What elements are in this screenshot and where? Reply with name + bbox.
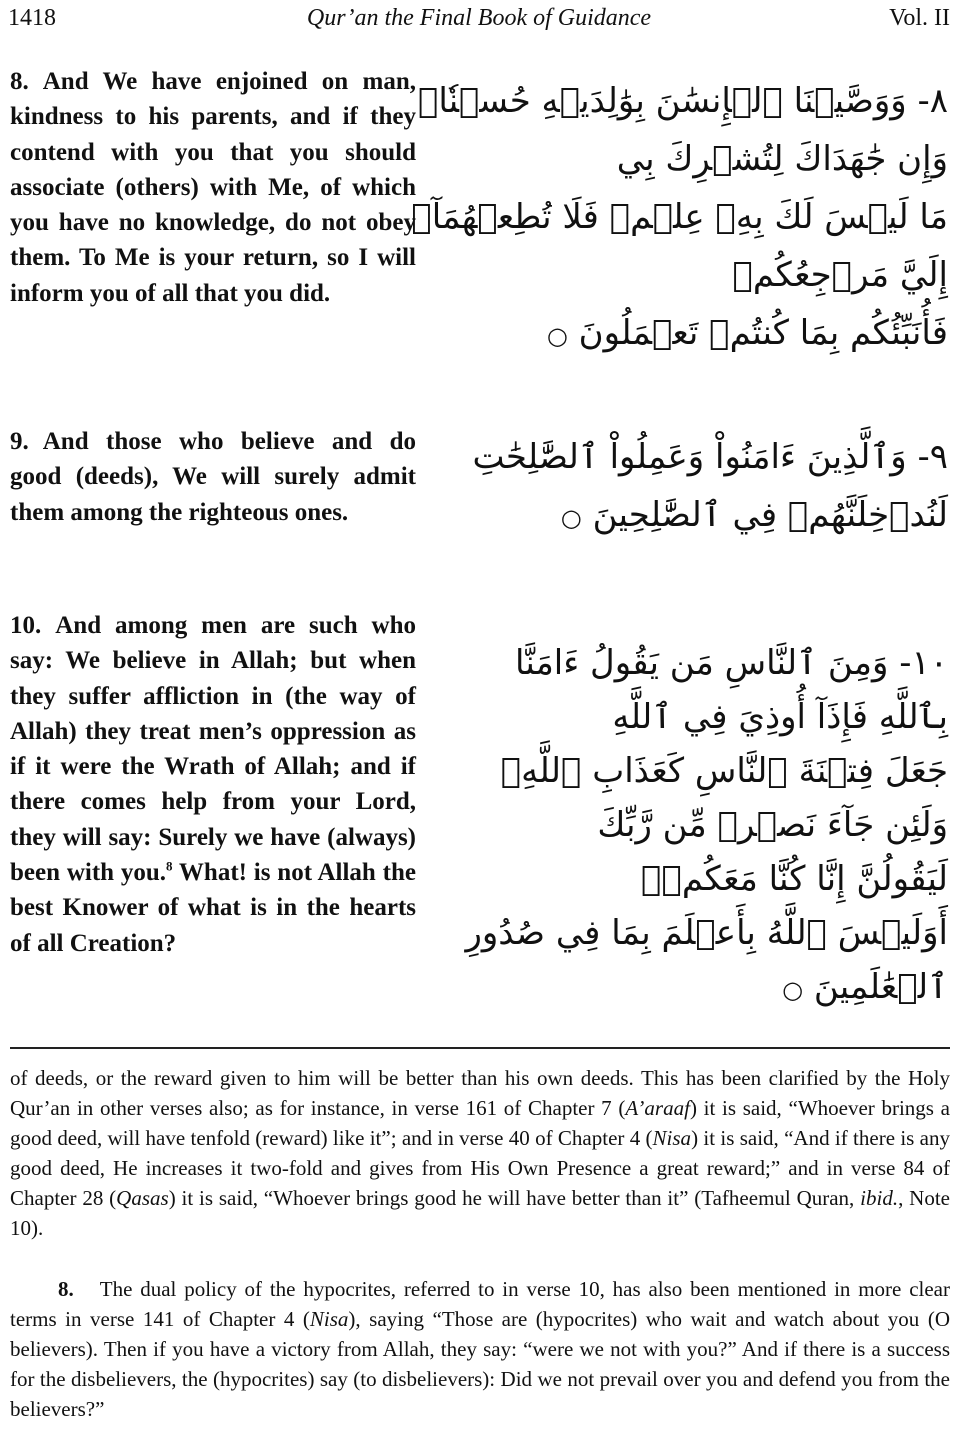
verse-9-arabic-line-text: لَنُدۡخِلَنَّهُمۡ فِي ٱلصَّٰلِحِينَ (592, 495, 948, 535)
footnote-text: , Note 10). (10, 1186, 950, 1241)
verse-10-arabic-line (528, 960, 948, 1017)
verse-8-arabic-line: مَا لَيۡسَ لَكَ بِهِۦ عِلۡمٞ فَلَا تُطِعۡهُمَآۚ (411, 197, 948, 237)
verse-10-text: And among men are such who say: We believe in Allah; but when they suffer affliction in (the way of Allah) they treat men’s oppression as if it were the Wrath of Allah; and if there comes help from your Lord, they will say: Surely we have (always) been with you. (10, 612, 416, 887)
verse-10-arabic-line: وَلَئِن جَآءَ نَصۡرٞ مِّن رَّبِّكَ (597, 805, 948, 845)
footnote-8-number: 8. (58, 1277, 74, 1301)
verse-end-mark: ○ (560, 504, 582, 532)
verse-8-arabic-line-text: فَأُنَبِّئُكُم بِمَا كُنتُمۡ تَعۡمَلُونَ (578, 313, 948, 353)
verse-8-number: 8. (10, 68, 29, 95)
page-number: 1418 (8, 5, 56, 31)
verse-10-translation (10, 608, 416, 961)
verse-8-text: And We have enjoined on man, kindness to his parents, and if they contend with you that you should associate (others) with Me, of which you have no knowledge, do not obey them. To Me is your return, so I will inform you of all that you did. (10, 68, 416, 307)
footnote-divider (10, 1047, 950, 1049)
verse-10-arabic-line-text: ٱلۡعَٰلَمِينَ (813, 967, 948, 1007)
verse-9-text: And those who believe and do good (deeds), We will surely admit them among the righteous ones. (10, 428, 416, 526)
page-header (8, 2, 950, 38)
verse-10-number: 10. (10, 612, 42, 639)
footnote-8 (10, 1274, 950, 1424)
verse-end-mark: ○ (546, 322, 568, 350)
footnote-text: ), saying “Those are (hypocrites) who wait and watch about you (O believers). Then if you have a victory from Allah, they say: “were we not with you?” And if there is a success for the disbelievers, the (hypocrites) say (to disbelievers): Did we not prevail over you and defend you from the believers?” (10, 1307, 950, 1422)
verse-10-arabic-line: أَوَلَيۡسَ ٱللَّهُ بِأَعۡلَمَ بِمَا فِي صُدُورِ (465, 913, 948, 953)
verse-10-arabic (465, 636, 948, 1017)
verse-9-arabic-line (528, 486, 948, 547)
footnote-continuation (10, 1063, 950, 1244)
verse-8-arabic-line: إِلَيَّ مَرۡجِعُكُمۡ (732, 255, 948, 295)
book-title: Qur’an the Final Book of Guidance (306, 5, 652, 31)
verse-8-arabic (411, 72, 948, 365)
footnote-text: ) it is said, “Whoever brings good he will have better than it” (Tafheemul Quran, (168, 1186, 861, 1211)
verse-10-arabic-line: جَعَلَ فِتۡنَةَ ٱلنَّاسِ كَعَذَابِ ٱللَّهِۖ (500, 751, 948, 791)
volume-label: Vol. II (889, 5, 950, 31)
verse-8-translation (10, 64, 416, 311)
verse-end-mark: ○ (782, 976, 804, 1004)
verse-9-arabic-line: ٩- وَٱلَّذِينَ ءَامَنُواْ وَعَمِلُواْ ٱلصَّٰلِحَٰتِ (472, 437, 948, 477)
verse-10-arabic-line: بِٱللَّهِ فَإِذَآ أُوذِيَ فِي ٱللَّهِ (612, 697, 948, 737)
verse-10-arabic-line: ١٠- وَمِنَ ٱلنَّاسِ مَن يَقُولُ ءَامَنَّا (514, 643, 948, 683)
chapter-name: A’araaf (625, 1096, 690, 1121)
footnote-text: ) it is said, “Whoever brings a good deed, will have tenfold (reward) like it”; and in verse 40 of Chapter 4 ( (10, 1096, 951, 1151)
verse-8-arabic-line: ٨- وَوَصَّيۡنَا ٱلۡإِنسَٰنَ بِوَٰلِدَيۡهِ حُسۡنٗاۖ (417, 81, 948, 121)
footnote-text: The dual policy of the hypocrites, referred to in verse 10, has also been mentioned in more clear terms in verse 141 of Chapter 4 ( (10, 1277, 950, 1332)
chapter-name: Qasas (116, 1186, 169, 1211)
footnote-text: ) it is said, “And if there is any good deed, He increases it two-fold and gives from His Own Presence a great reward;” and in verse 84 of Chapter 28 ( (10, 1126, 950, 1211)
footnote-text: of deeds, or the reward given to him will be better than his own deeds. This has been clarified by the Holy Qur’an in other verses also; as for instance, in verse 161 of Chapter 7 ( (10, 1066, 950, 1121)
chapter-name: Nisa (652, 1126, 692, 1151)
chapter-name: Nisa (309, 1307, 349, 1332)
citation-ibid: ibid. (860, 1186, 899, 1211)
verse-10-arabic-line: لَيَقُولُنَّ إِنَّا كُنَّا مَعَكُمۡۚ (641, 859, 948, 899)
footnote-ref-8: 8 (166, 858, 173, 874)
verse-8-arabic-line: وَإِن جَٰهَدَاكَ لِتُشۡرِكَ بِي (616, 139, 948, 179)
verse-9-translation (10, 424, 416, 530)
verse-8-arabic-line (528, 304, 948, 365)
verse-10-text-continued: What! is not Allah the best Knower of what is in the hearts of all Creation? (10, 859, 416, 957)
verse-9-arabic (472, 428, 948, 547)
verse-9-number: 9. (10, 428, 29, 455)
